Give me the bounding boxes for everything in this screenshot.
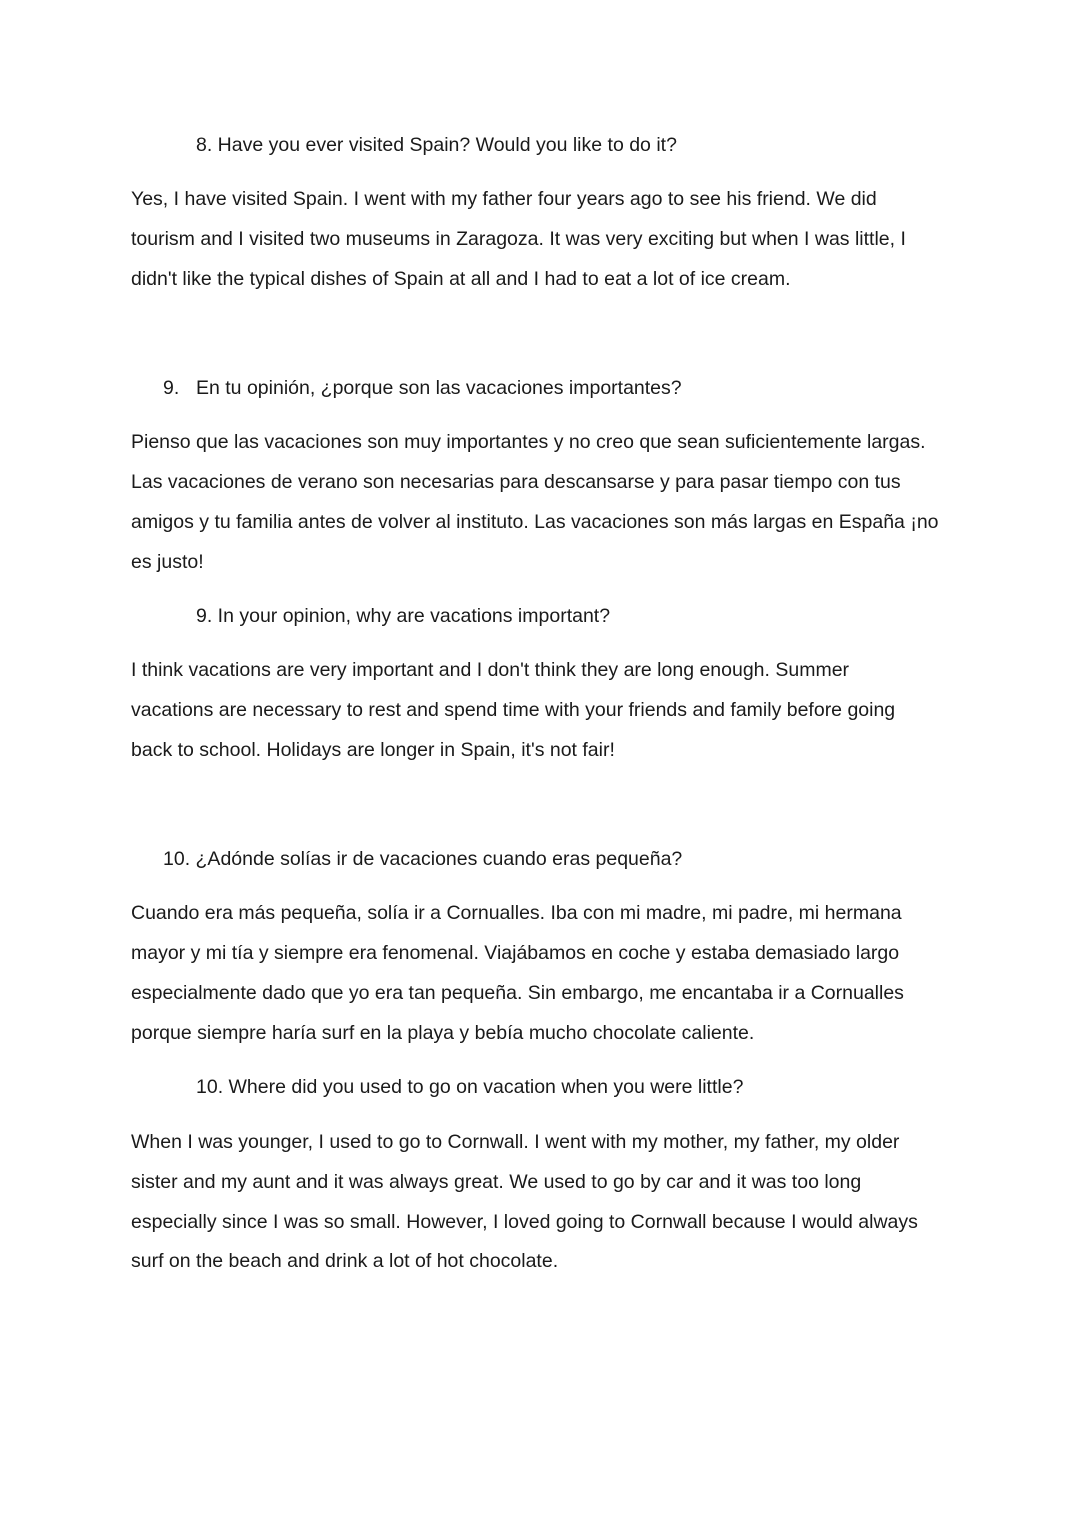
answer-line: tourism and I visited two museums in Zaragoza. It was very exciting but when I was little, I bbox=[131, 228, 906, 250]
answer-line: es justo! bbox=[131, 551, 204, 573]
question-heading: 9. In your opinion, why are vacations important? bbox=[196, 605, 611, 627]
question-text: En tu opinión, ¿porque son las vacaciones importantes? bbox=[196, 377, 682, 399]
answer-line: back to school. Holidays are longer in Spain, it's not fair! bbox=[131, 739, 615, 761]
answer-line: especialmente dado que yo era tan pequeña. Sin embargo, me encantaba ir a Cornualles bbox=[131, 982, 904, 1004]
answer-line: Cuando era más pequeña, solía ir a Cornualles. Iba con mi madre, mi padre, mi hermana bbox=[131, 902, 902, 924]
answer-line: Pienso que las vacaciones son muy importantes y no creo que sean suficientemente largas. bbox=[131, 431, 926, 453]
answer-line: amigos y tu familia antes de volver al instituto. Las vacaciones son más largas en España ¡no bbox=[131, 511, 939, 533]
answer-line: I think vacations are very important and I don't think they are long enough. Summer bbox=[131, 659, 850, 681]
question-heading: 10. Where did you used to go on vacation when you were little? bbox=[196, 1076, 744, 1098]
answer-line: When I was younger, I used to go to Cornwall. I went with my mother, my father, my older bbox=[131, 1131, 900, 1153]
answer-line: especially since I was so small. However, I loved going to Cornwall because I would always bbox=[131, 1211, 918, 1233]
answer-line: didn't like the typical dishes of Spain at all and I had to eat a lot of ice cream. bbox=[131, 268, 791, 290]
answer-line: porque siempre haría surf en la playa y bebía mucho chocolate caliente. bbox=[131, 1022, 755, 1044]
answer-line: mayor y mi tía y siempre era fenomenal. Viajábamos en coche y estaba demasiado largo bbox=[131, 942, 900, 964]
answer-line: Las vacaciones de verano son necesarias para descansarse y para pasar tiempo con tus bbox=[131, 471, 901, 493]
question-heading bbox=[163, 379, 682, 399]
answer-line: surf on the beach and drink a lot of hot chocolate. bbox=[131, 1250, 559, 1272]
question-heading: 8. Have you ever visited Spain? Would you like to do it? bbox=[196, 134, 677, 156]
answer-line: sister and my aunt and it was always great. We used to go by car and it was too long bbox=[131, 1171, 862, 1193]
answer-line: Yes, I have visited Spain. I went with my father four years ago to see his friend. We did bbox=[131, 188, 877, 210]
question-number: 9. bbox=[163, 377, 180, 399]
question-heading: 10. ¿Adónde solías ir de vacaciones cuando eras pequeña? bbox=[163, 848, 683, 870]
answer-line: vacations are necessary to rest and spend time with your friends and family before going bbox=[131, 699, 896, 721]
